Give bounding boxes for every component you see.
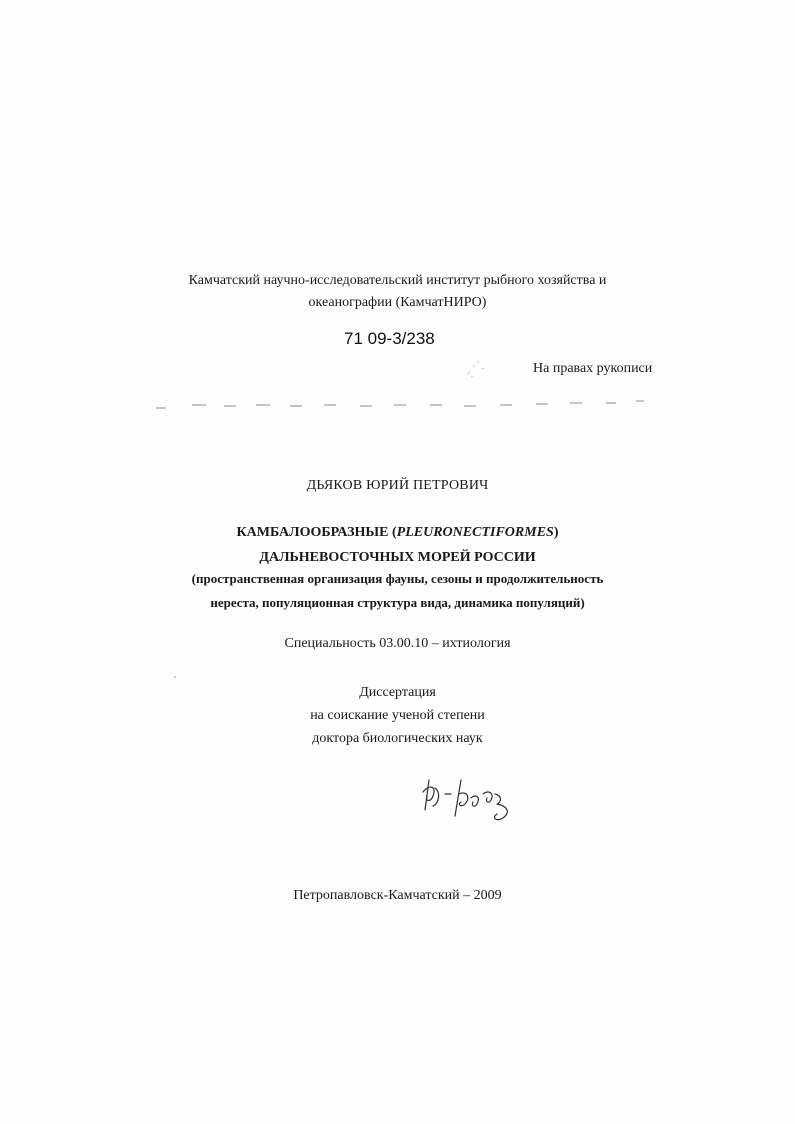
title-line-2: ДАЛЬНЕВОСТОЧНЫХ МОРЕЙ РОССИИ <box>259 550 536 565</box>
dissertation-title <box>0 520 795 570</box>
faint-scan-mark <box>463 357 491 381</box>
degree-line-1: Диссертация <box>359 685 436 700</box>
subtitle-line-1: (пространственная организация фауны, сезоны и продолжительность <box>191 571 604 586</box>
degree-line-3: доктора биологических наук <box>312 731 483 746</box>
specialty: Специальность 03.00.10 – ихтиология <box>284 636 511 651</box>
title-latin-name: PLEURONECTIFORMES <box>396 525 554 540</box>
title-line-1-suffix: ) <box>553 525 559 540</box>
title-line-1 <box>0 520 795 545</box>
scan-speck <box>174 676 176 678</box>
institute-name <box>0 270 795 314</box>
degree-statement <box>0 681 795 750</box>
author-name: ДЬЯКОВ ЮРИЙ ПЕТРОВИЧ <box>306 478 489 493</box>
dashed-separator <box>150 397 650 411</box>
subtitle-line-2: нереста, популяционная структура вида, динамика популяций) <box>210 595 585 610</box>
dissertation-subtitle <box>0 567 795 615</box>
institute-line-2: океанографии (КамчатНИРО) <box>308 295 487 310</box>
degree-line-2: на соискание ученой степени <box>310 708 485 723</box>
handwritten-signature <box>415 772 525 830</box>
rights-note: На правах рукописи <box>533 361 653 376</box>
institute-line-1: Камчатский научно-исследовательский институт рыбного хозяйства и <box>188 273 607 288</box>
city-and-year: Петропавловск-Камчатский – 2009 <box>293 888 502 903</box>
registry-number: 71 09-3/238 <box>344 329 435 348</box>
title-line-1-prefix: КАМБАЛООБРАЗНЫЕ ( <box>236 525 397 540</box>
